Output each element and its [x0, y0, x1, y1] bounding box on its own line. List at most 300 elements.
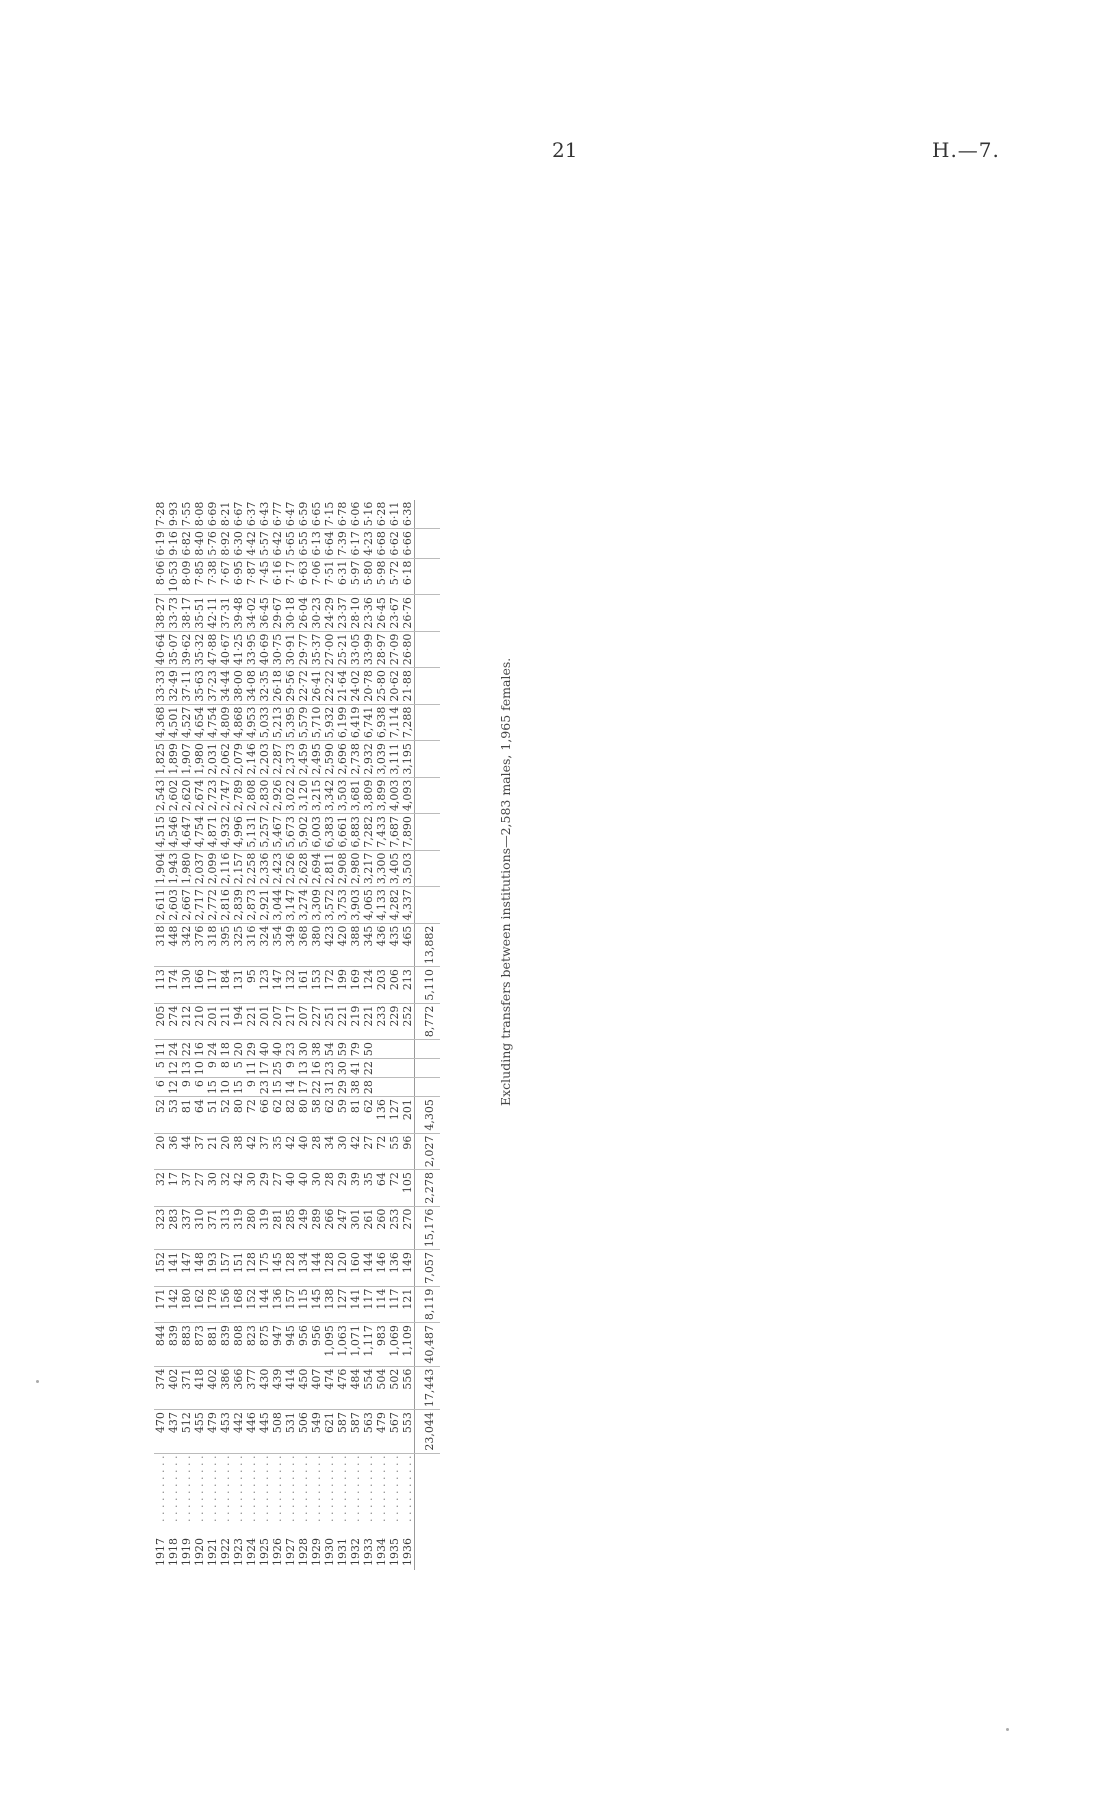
table-cell: 6,741: [362, 704, 375, 741]
table-cell: 6,419: [349, 704, 362, 741]
table-cell: 17: [258, 1059, 271, 1078]
table-cell: 4,282: [388, 887, 401, 924]
table-cell: 1,825: [154, 741, 167, 778]
year-cell: 1926: [271, 1538, 284, 1566]
table-cell: 30·23: [310, 595, 323, 632]
table-cell: 2,789: [232, 777, 245, 814]
table-cell: 531: [284, 1410, 297, 1454]
table-cell: 72: [375, 1133, 388, 1170]
table-cell: 201: [206, 1003, 219, 1040]
table-cell: 7·17: [284, 558, 297, 595]
table-cell: 162: [193, 1286, 206, 1323]
table-cell: 945: [284, 1323, 297, 1367]
table-cell: 621: [323, 1410, 336, 1454]
table-cell: 96: [401, 1133, 415, 1170]
table-cell: 2,590: [323, 741, 336, 778]
table-cell: 72: [245, 1097, 258, 1134]
table-cell: 5,902: [297, 814, 310, 851]
table-cell: 26·04: [297, 595, 310, 632]
table-cell: 39: [349, 1170, 362, 1207]
table-cell: 15: [271, 1078, 284, 1097]
table-cell: 3,903: [349, 887, 362, 924]
table-cell: 22: [310, 1078, 323, 1097]
totals-label-cell: [415, 1524, 441, 1570]
table-cell: 3,147: [284, 887, 297, 924]
table-cell: 5·57: [258, 529, 271, 559]
table-cell: 20·78: [362, 668, 375, 705]
table-cell: 3,022: [284, 777, 297, 814]
table-cell: 211: [219, 1003, 232, 1040]
table-cell: 252: [401, 1003, 415, 1040]
table-cell: 2,723: [206, 777, 219, 814]
table-cell: 376: [193, 923, 206, 967]
table-row: [167, 500, 180, 1570]
table-cell: 479: [375, 1410, 388, 1454]
table-cell: 2,037: [193, 850, 206, 887]
table-cell: 2,772: [206, 887, 219, 924]
scan-speck: [1006, 1728, 1009, 1731]
table-cell: 3,503: [401, 850, 415, 887]
table-cell: 23: [258, 1078, 271, 1097]
table-cell: 27·09: [388, 631, 401, 668]
table-cell: 465: [401, 923, 415, 967]
table-cell: 289: [310, 1206, 323, 1250]
total-cell: [415, 1078, 441, 1097]
table-row: [323, 500, 336, 1570]
table-cell: 318: [206, 923, 219, 967]
table-cell: 839: [219, 1323, 232, 1367]
table-cell: 194: [232, 1003, 245, 1040]
table-cell: 8·21: [219, 500, 232, 529]
table-cell: 157: [284, 1286, 297, 1323]
table-cell: 24·29: [323, 595, 336, 632]
table-row: [232, 500, 245, 1570]
year-cell: 1931: [336, 1538, 349, 1566]
table-cell: 26·76: [401, 595, 415, 632]
table-cell: 136: [271, 1286, 284, 1323]
table-cell: 5·76: [206, 529, 219, 559]
table-cell: [388, 1059, 401, 1078]
table-cell: 40: [297, 1170, 310, 1207]
table-cell: 554: [362, 1366, 375, 1410]
table-cell: 82: [284, 1097, 297, 1134]
table-cell: 4,953: [245, 704, 258, 741]
table-cell: 9·16: [167, 529, 180, 559]
table-cell: 152: [245, 1286, 258, 1323]
table-cell: 201: [258, 1003, 271, 1040]
table-cell: 26·41: [310, 668, 323, 705]
table-cell: 3,044: [271, 887, 284, 924]
total-cell: 40,487: [415, 1323, 441, 1367]
table-cell: 50: [362, 1040, 375, 1059]
table-cell: 219: [349, 1003, 362, 1040]
table-cell: 36: [167, 1133, 180, 1170]
table-cell: 127: [388, 1097, 401, 1134]
table-cell: 4,065: [362, 887, 375, 924]
table-cell: 35·51: [193, 595, 206, 632]
table-cell: 20: [219, 1133, 232, 1170]
table-cell: 217: [284, 1003, 297, 1040]
table-cell: 354: [271, 923, 284, 967]
table-cell: 450: [297, 1366, 310, 1410]
table-cell: 1,109: [401, 1323, 415, 1367]
table-cell: 3,681: [349, 777, 362, 814]
table-cell: 2,099: [206, 850, 219, 887]
table-cell: 52: [219, 1097, 232, 1134]
table-cell: 7·39: [336, 529, 349, 559]
table-cell: 26·45: [375, 595, 388, 632]
table-cell: 64: [193, 1097, 206, 1134]
table-cell: 430: [258, 1366, 271, 1410]
table-cell: 4,996: [232, 814, 245, 851]
table-cell: 22: [362, 1059, 375, 1078]
table-cell: 147: [271, 967, 284, 1004]
year-cell: 1932: [349, 1538, 362, 1566]
table-cell: 221: [245, 1003, 258, 1040]
table-cell: 6·28: [375, 500, 388, 529]
table-cell: 6,383: [323, 814, 336, 851]
table-cell: 62: [271, 1097, 284, 1134]
table-cell: 7,288: [401, 704, 415, 741]
table-cell: 324: [258, 923, 271, 967]
table-cell: 38·00: [232, 668, 245, 705]
table-cell: 29: [336, 1170, 349, 1207]
leader-dots: . . . . . . . . . .: [310, 1455, 323, 1522]
table-cell: 2,602: [167, 777, 180, 814]
table-cell: 506: [297, 1410, 310, 1454]
table-cell: 161: [297, 967, 310, 1004]
table-cell: 2,373: [284, 741, 297, 778]
table-cell: 442: [232, 1410, 245, 1454]
table-cell: 2,079: [232, 741, 245, 778]
table-cell: 132: [284, 967, 297, 1004]
table-cell: 337: [180, 1206, 193, 1250]
table-cell: 42: [245, 1133, 258, 1170]
table-cell: 453: [219, 1410, 232, 1454]
table-cell: 13: [297, 1059, 310, 1078]
year-cell: 1927: [284, 1538, 297, 1566]
table-cell: 114: [375, 1286, 388, 1323]
table-cell: 37: [193, 1133, 206, 1170]
table-cell: 5,213: [271, 704, 284, 741]
year-cell: 1919: [180, 1538, 193, 1566]
table-cell: 40: [271, 1040, 284, 1059]
table-cell: 35·32: [193, 631, 206, 668]
table-cell: 7·15: [323, 500, 336, 529]
table-cell: 5·72: [388, 558, 401, 595]
table-cell: 249: [297, 1206, 310, 1250]
table-cell: 6·17: [349, 529, 362, 559]
table-cell: 23·36: [362, 595, 375, 632]
table-cell: 567: [388, 1410, 401, 1454]
table-cell: 23·67: [388, 595, 401, 632]
table-cell: 4,654: [193, 704, 206, 741]
table-cell: 2,808: [245, 777, 258, 814]
table-cell: 175: [258, 1250, 271, 1287]
table-cell: 3,809: [362, 777, 375, 814]
leader-dots: . . . . . . . . . .: [401, 1455, 414, 1522]
table-cell: 41: [349, 1059, 362, 1078]
table-cell: 3,572: [323, 887, 336, 924]
table-cell: 142: [167, 1286, 180, 1323]
table-cell: 388: [349, 923, 362, 967]
table-cell: 319: [258, 1206, 271, 1250]
table-cell: 2,116: [219, 850, 232, 887]
table-cell: 4,868: [232, 704, 245, 741]
table-cell: 35: [362, 1170, 375, 1207]
table-cell: 4,871: [206, 814, 219, 851]
table-cell: 26·80: [401, 631, 415, 668]
table-cell: 270: [401, 1206, 415, 1250]
table-cell: 23·37: [336, 595, 349, 632]
table-cell: 3,217: [362, 850, 375, 887]
table-cell: 3,111: [388, 741, 401, 778]
table-cell: 5,673: [284, 814, 297, 851]
table-cell: 24·02: [349, 668, 362, 705]
table-cell: 184: [219, 967, 232, 1004]
table-cell: 8·06: [154, 558, 167, 595]
table-row: [284, 500, 297, 1570]
table-cell: 808: [232, 1323, 245, 1367]
table-cell: 2,157: [232, 850, 245, 887]
table-cell: 229: [388, 1003, 401, 1040]
table-cell: 117: [206, 967, 219, 1004]
table-cell: 199: [336, 967, 349, 1004]
table-cell: 2,694: [310, 850, 323, 887]
table-cell: 7·45: [258, 558, 271, 595]
table-cell: 29: [245, 1040, 258, 1059]
table-cell: 203: [375, 967, 388, 1004]
table-cell: 51: [206, 1097, 219, 1134]
table-cell: 30: [206, 1170, 219, 1207]
table-cell: 149: [401, 1250, 415, 1287]
table-cell: 587: [349, 1410, 362, 1454]
table-cell: [375, 1078, 388, 1097]
table-cell: [401, 1078, 415, 1097]
table-cell: 6·59: [297, 500, 310, 529]
total-cell: 4,305: [415, 1097, 441, 1134]
table-cell: 1,071: [349, 1323, 362, 1367]
table-cell: 6·43: [258, 500, 271, 529]
table-cell: 9: [206, 1059, 219, 1078]
table-cell: 1,980: [180, 850, 193, 887]
table-cell: 386: [219, 1366, 232, 1410]
table-cell: 4,501: [167, 704, 180, 741]
table-cell: [375, 1059, 388, 1078]
table-cell: 1,980: [193, 741, 206, 778]
table-cell: 439: [271, 1366, 284, 1410]
table-cell: 2,543: [154, 777, 167, 814]
table-cell: 418: [193, 1366, 206, 1410]
table-cell: 3,405: [388, 850, 401, 887]
table-cell: 38: [310, 1040, 323, 1059]
table-cell: 3,195: [401, 741, 415, 778]
table-cell: 36·45: [258, 595, 271, 632]
footnote-text: Excluding transfers between institutions—2,583 males, 1,965 females.: [498, 657, 513, 1106]
leader-dots: . . . . . . . . . .: [154, 1455, 167, 1522]
table-cell: 136: [388, 1250, 401, 1287]
table-cell: 5,257: [258, 814, 271, 851]
table-cell: 33·05: [349, 631, 362, 668]
table-cell: 9: [180, 1078, 193, 1097]
table-cell: 72: [388, 1170, 401, 1207]
table-cell: 7,433: [375, 814, 388, 851]
table-cell: 2,459: [297, 741, 310, 778]
table-cell: 29: [336, 1078, 349, 1097]
table-cell: 6·68: [375, 529, 388, 559]
table-cell: 2,336: [258, 850, 271, 887]
table-cell: 105: [401, 1170, 415, 1207]
table-cell: 156: [219, 1286, 232, 1323]
total-cell: [415, 558, 441, 595]
table-cell: 168: [232, 1286, 245, 1323]
table-cell: 62: [362, 1097, 375, 1134]
table-cell: 4,754: [206, 704, 219, 741]
table-cell: 5,932: [323, 704, 336, 741]
table-cell: 32·49: [167, 668, 180, 705]
table-cell: 6·31: [336, 558, 349, 595]
table-cell: 28: [362, 1078, 375, 1097]
table-cell: 30: [336, 1059, 349, 1078]
table-cell: 30: [297, 1040, 310, 1059]
table-cell: 134: [297, 1250, 310, 1287]
table-cell: 34: [323, 1133, 336, 1170]
table-cell: 6,938: [375, 704, 388, 741]
table-cell: 27: [362, 1133, 375, 1170]
total-cell: [415, 814, 441, 851]
table-cell: 11: [245, 1059, 258, 1078]
table-cell: 587: [336, 1410, 349, 1454]
table-cell: 6: [154, 1078, 167, 1097]
table-cell: 40·67: [219, 631, 232, 668]
totals-row: [415, 500, 441, 1570]
year-cell: 1918: [167, 1538, 180, 1566]
table-cell: 123: [258, 967, 271, 1004]
table-cell: 325: [232, 923, 245, 967]
total-cell: [415, 777, 441, 814]
table-cell: 37: [180, 1170, 193, 1207]
table-cell: 881: [206, 1323, 219, 1367]
table-cell: 152: [154, 1250, 167, 1287]
table-cell: 313: [219, 1206, 232, 1250]
table-cell: 4,647: [180, 814, 193, 851]
table-cell: 436: [375, 923, 388, 967]
table-cell: 127: [336, 1286, 349, 1323]
table-cell: 35·07: [167, 631, 180, 668]
table-cell: 29·67: [271, 595, 284, 632]
leader-dots: . . . . . . . . . .: [271, 1455, 284, 1522]
table-cell: 947: [271, 1323, 284, 1367]
table-cell: 35·63: [193, 668, 206, 705]
rotated-table-block: [154, 170, 460, 1570]
table-cell: 2,287: [271, 741, 284, 778]
table-cell: 52: [154, 1097, 167, 1134]
table-cell: 5·97: [349, 558, 362, 595]
table-cell: 285: [284, 1206, 297, 1250]
table-cell: 37·11: [180, 668, 193, 705]
table-cell: 6·78: [336, 500, 349, 529]
table-cell: 12: [167, 1059, 180, 1078]
table-cell: 21: [206, 1133, 219, 1170]
table-cell: 42·11: [206, 595, 219, 632]
table-cell: 319: [232, 1206, 245, 1250]
table-cell: 80: [232, 1097, 245, 1134]
table-cell: 407: [310, 1366, 323, 1410]
table-cell: 42: [284, 1133, 297, 1170]
leader-dots: . . . . . . . . . .: [193, 1455, 206, 1522]
table-cell: 423: [323, 923, 336, 967]
table-cell: 25: [271, 1059, 284, 1078]
table-cell: 1,907: [180, 741, 193, 778]
total-cell: [415, 850, 441, 887]
table-cell: 26·18: [271, 668, 284, 705]
table-cell: 146: [375, 1250, 388, 1287]
table-cell: 10: [193, 1059, 206, 1078]
leader-dots: . . . . . . . . . .: [336, 1455, 349, 1522]
table-cell: 7·67: [219, 558, 232, 595]
table-cell: 3,309: [310, 887, 323, 924]
table-cell: 40·64: [154, 631, 167, 668]
total-cell: 23,044: [415, 1410, 441, 1454]
table-row: [362, 500, 375, 1570]
table-cell: 22: [180, 1040, 193, 1059]
table-cell: [375, 1040, 388, 1059]
table-cell: 368: [297, 923, 310, 967]
total-cell: [415, 529, 441, 559]
table-cell: 148: [193, 1250, 206, 1287]
table-row: [271, 500, 284, 1570]
table-cell: 3,899: [375, 777, 388, 814]
table-cell: 5,395: [284, 704, 297, 741]
table-cell: 6,199: [336, 704, 349, 741]
table-row: [154, 500, 167, 1570]
table-cell: 310: [193, 1206, 206, 1250]
table-cell: 6·64: [323, 529, 336, 559]
table-cell: 221: [336, 1003, 349, 1040]
table-cell: 4,515: [154, 814, 167, 851]
table-cell: 30: [310, 1170, 323, 1207]
table-cell: [388, 1040, 401, 1059]
table-cell: 58: [310, 1097, 323, 1134]
table-cell: 318: [154, 923, 167, 967]
table-cell: 437: [167, 1410, 180, 1454]
total-cell: [415, 704, 441, 741]
table-cell: 2,980: [349, 850, 362, 887]
table-cell: 27: [271, 1170, 284, 1207]
table-cell: 2,932: [362, 741, 375, 778]
table-cell: 34·44: [219, 668, 232, 705]
table-cell: 7·38: [206, 558, 219, 595]
year-cell: 1936: [401, 1538, 414, 1566]
table-cell: 136: [375, 1097, 388, 1134]
table-cell: 3,215: [310, 777, 323, 814]
table-cell: 33·95: [245, 631, 258, 668]
table-cell: 6·47: [284, 500, 297, 529]
table-cell: 448: [167, 923, 180, 967]
table-cell: 7·87: [245, 558, 258, 595]
table-cell: 120: [336, 1250, 349, 1287]
table-cell: 512: [180, 1410, 193, 1454]
table-cell: 5: [232, 1059, 245, 1078]
table-cell: 32: [219, 1170, 232, 1207]
table-cell: 6·11: [388, 500, 401, 529]
total-cell: 17,443: [415, 1366, 441, 1410]
year-cell: 1922: [219, 1538, 232, 1566]
table-cell: 3,120: [297, 777, 310, 814]
year-cell: 1930: [323, 1538, 336, 1566]
year-cell: 1920: [193, 1538, 206, 1566]
table-cell: 24: [206, 1040, 219, 1059]
